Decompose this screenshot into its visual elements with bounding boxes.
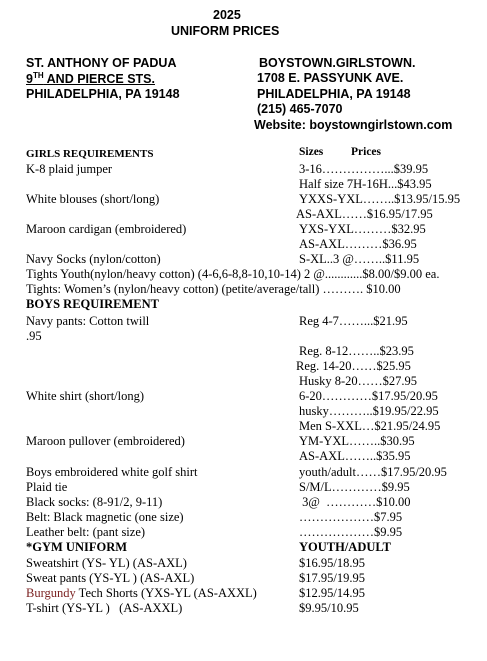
boys-price: Reg. 14-20……$25.95 [296, 359, 411, 373]
boys-price: Husky 8-20……$27.95 [299, 374, 418, 388]
boys-price: Reg. 8-12……..$23.95 [299, 344, 414, 358]
year-title: 2025 [213, 8, 241, 22]
gym-column-header: YOUTH/ADULT [299, 540, 391, 554]
girls-item: K-8 plaid jumper [26, 162, 113, 176]
boys-price: 3@ …………$10.00 [299, 495, 411, 509]
page-title: UNIFORM PRICES [171, 24, 280, 38]
girls-item: Navy Socks (nylon/cotton) [26, 252, 161, 266]
girls-item: Maroon cardigan (embroidered) [26, 222, 187, 236]
boys-item: Maroon pullover (embroidered) [26, 434, 185, 448]
vendor-website[interactable]: Website: boystowngirlstown.com [254, 118, 453, 132]
girls-price: AS-AXL………$36.95 [299, 237, 417, 251]
tights-women-line: Tights: Women’s (nylon/heavy cotton) (petite/average/tall) ………. $10.00 [26, 282, 401, 296]
girls-price: 3-16……………...$39.95 [299, 162, 429, 176]
boys-item: Belt: Black magnetic (one size) [26, 510, 184, 524]
girls-price: YXXS-YXL……..$13.95/15.95 [299, 192, 461, 206]
school-name: ST. ANTHONY OF PADUA [26, 56, 177, 70]
sizes-column-header: Sizes [299, 146, 324, 158]
gym-price: $9.95/10.95 [299, 601, 359, 615]
boys-item: Plaid tie [26, 480, 68, 494]
boys-price: AS-AXL……..$35.95 [299, 449, 411, 463]
girls-item: White blouses (short/long) [26, 192, 160, 206]
gym-item-label: Tech Shorts (YXS-YL (AS-AXXL) [75, 586, 257, 600]
girls-price: YXS-YXL………$32.95 [299, 222, 426, 236]
gym-heading: *GYM UNIFORM [26, 540, 128, 554]
gym-item: T-shirt (YS-YL ) (AS-AXXL) [26, 601, 183, 615]
boys-item: Black socks: (8-91/2, 9-11) [26, 495, 163, 509]
boys-price: ………………$7.95 [299, 510, 403, 524]
boys-item: Boys embroidered white golf shirt [26, 465, 198, 479]
girls-heading: GIRLS REQUIREMENTS [26, 148, 154, 160]
girls-price: AS-AXL……$16.95/17.95 [296, 207, 433, 221]
boys-price: S/M/L…………$9.95 [299, 480, 410, 494]
boys-item: Leather belt: (pant size) [26, 525, 146, 539]
gym-item [26, 586, 257, 601]
school-city: PHILADELPHIA, PA 19148 [26, 87, 180, 101]
boys-item: .95 [26, 329, 42, 343]
boys-price: 6-20…………$17.95/20.95 [299, 389, 438, 403]
gym-item: Sweat pants (YS-YL ) (AS-AXL) [26, 571, 195, 585]
boys-heading: BOYS REQUIREMENT [26, 297, 160, 311]
boys-price: husky………..$19.95/22.95 [299, 404, 439, 418]
prices-column-header: Prices [351, 146, 382, 158]
boys-price: Men S-XXL…$21.95/24.95 [299, 419, 441, 433]
girls-price: S-XL..3 @……..$11.95 [299, 252, 420, 266]
gym-price: $12.95/14.95 [299, 586, 365, 600]
gym-price: $16.95/18.95 [299, 556, 365, 570]
vendor-name: BOYSTOWN.GIRLSTOWN. [259, 56, 416, 70]
boys-price: ………………$9.95 [299, 525, 403, 539]
boys-item: White shirt (short/long) [26, 389, 145, 403]
vendor-phone: (215) 465-7070 [257, 102, 343, 116]
boys-price: youth/adult……$17.95/20.95 [299, 465, 447, 479]
boys-price: Reg 4-7……...$21.95 [299, 314, 408, 328]
gym-item: Sweatshirt (YS- YL) (AS-AXL) [26, 556, 187, 570]
vendor-street: 1708 E. PASSYUNK AVE. [257, 71, 404, 85]
tights-youth-line: Tights Youth(nylon/heavy cotton) (4-6,6-8,8-10,10-14) 2 @............$8.00/$9.00 ea. [26, 267, 440, 281]
girls-price: Half size 7H-16H...$43.95 [299, 177, 432, 191]
vendor-city: PHILADELPHIA, PA 19148 [257, 87, 411, 101]
boys-item: Navy pants: Cotton twill [26, 314, 150, 328]
school-street: 9TH AND PIERCE STS. [26, 71, 155, 87]
boys-price: YM-YXL……..$30.95 [299, 434, 415, 448]
gym-price: $17.95/19.95 [299, 571, 365, 585]
burgundy-label: Burgundy [26, 586, 76, 600]
